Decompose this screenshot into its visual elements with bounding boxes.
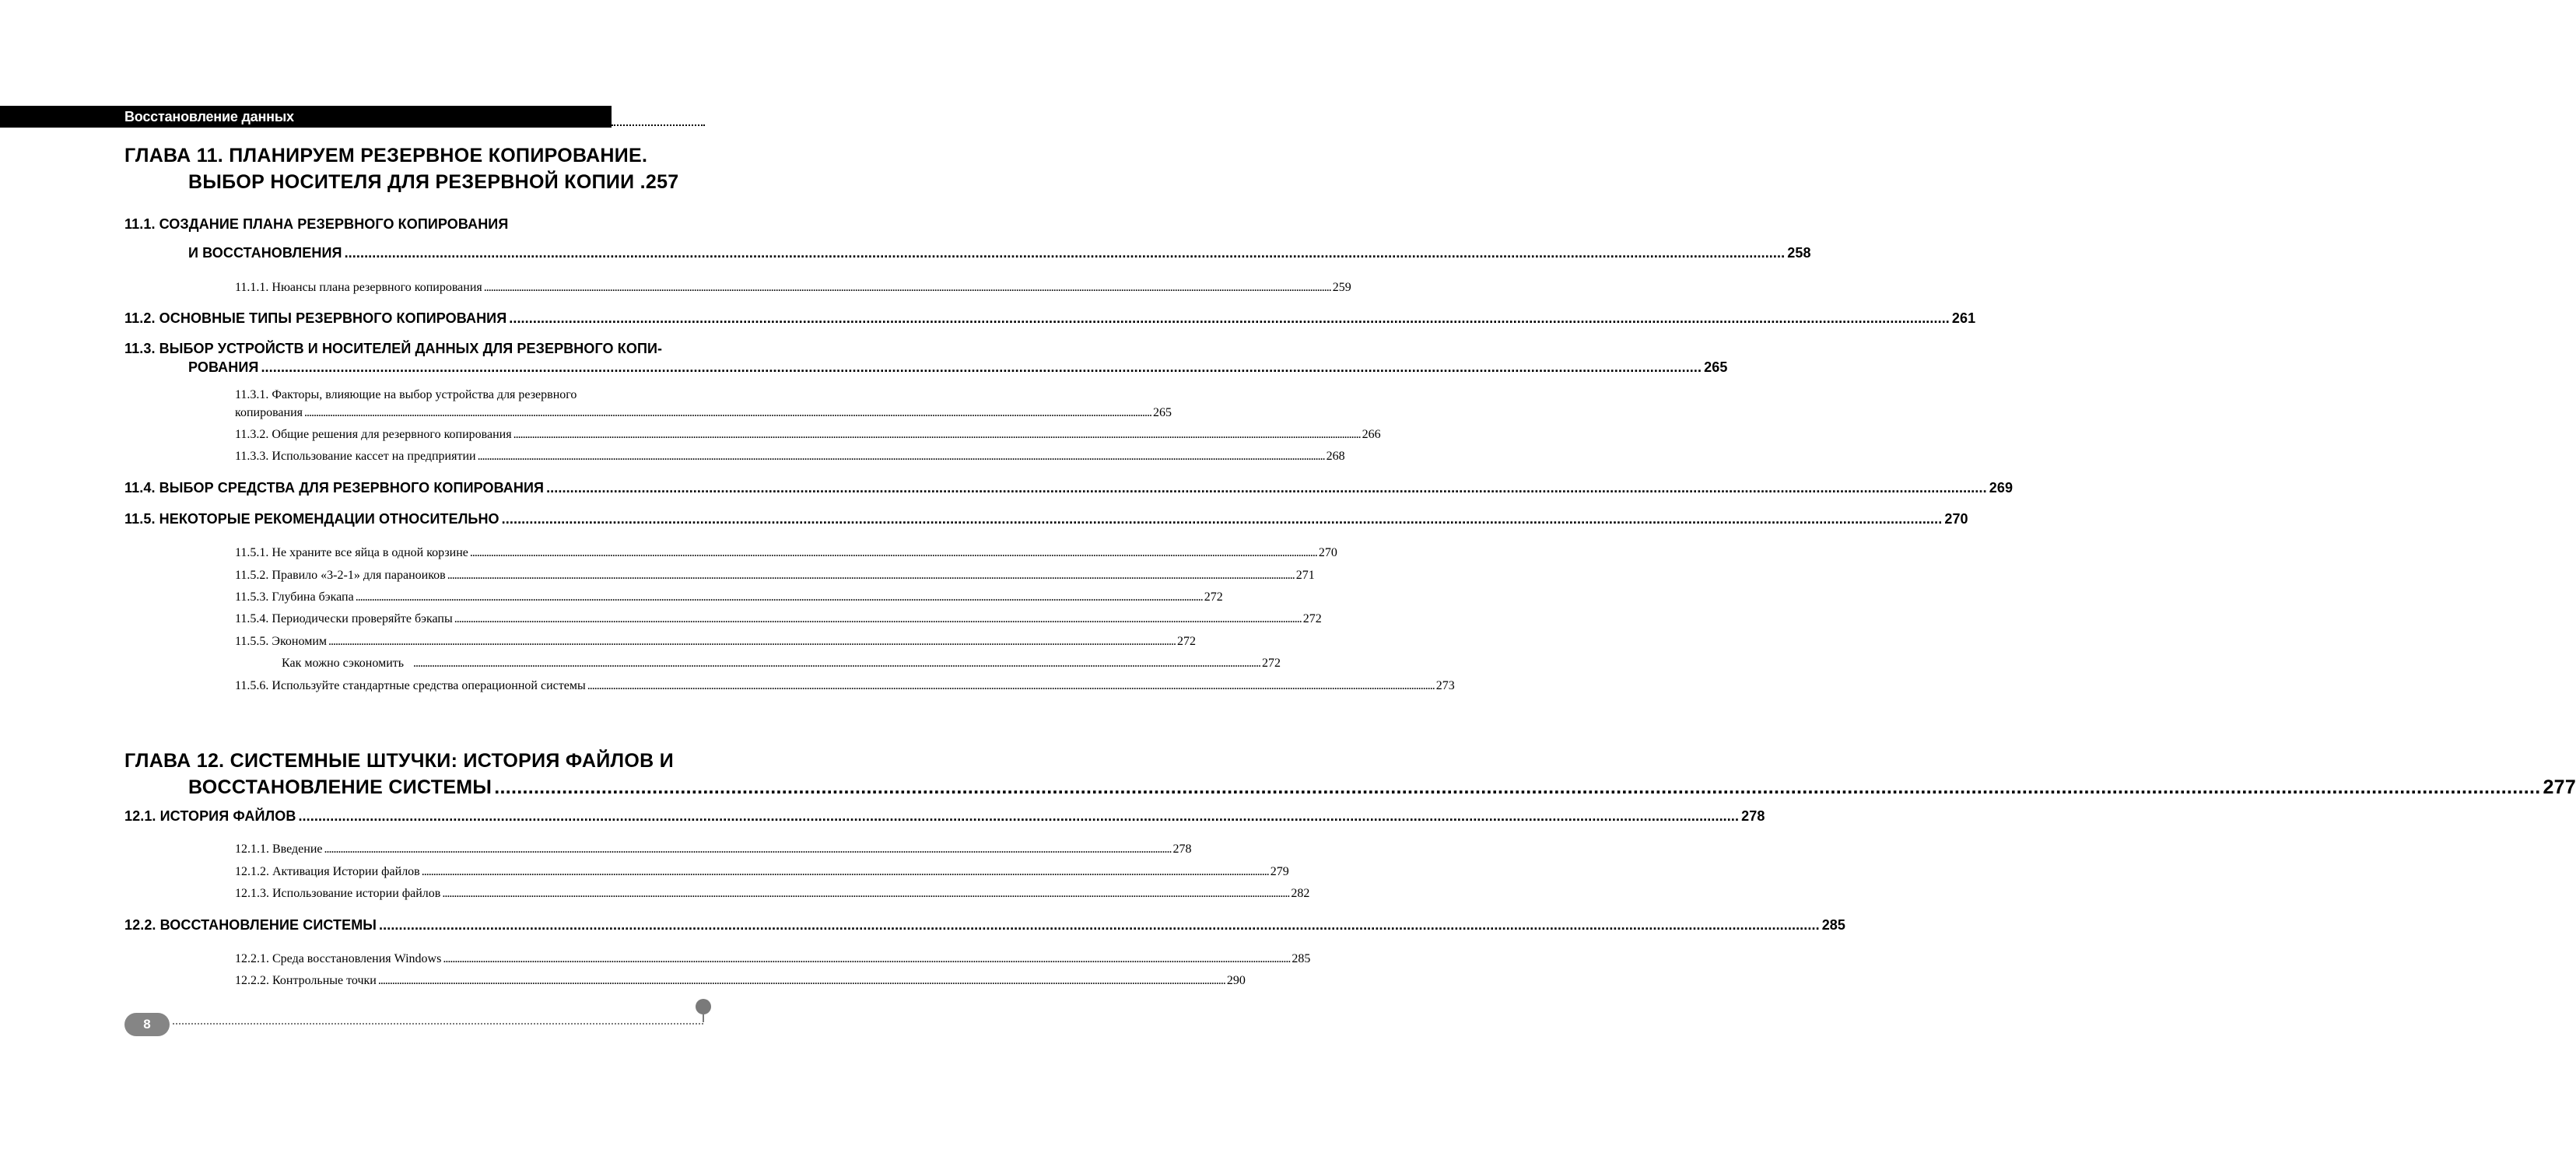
running-header-bar	[0, 106, 612, 128]
toc-section-11-1-cont[interactable]	[124, 245, 1811, 261]
toc-entry-11-3-3[interactable]: 11.3.3. Использование кассет на предприятии ..... 268	[235, 449, 699, 464]
running-header-dotted-rule	[612, 124, 705, 126]
toc-entry-12-2-2[interactable]: 12.2.2. Контрольные точки ..... 290	[235, 973, 699, 989]
running-header-title: Восстановление данных	[124, 109, 294, 124]
toc-section-11-1[interactable]	[124, 216, 700, 233]
chapter-11-line2: ВЫБОР НОСИТЕЛЯ ДЛЯ РЕЗЕРВНОЙ КОПИИ .257	[188, 171, 679, 193]
toc-entry-11-5-5[interactable]: 11.5.5. Экономим ..... 272	[235, 634, 699, 650]
toc-section-11-2[interactable]: 11.2. ОСНОВНЫЕ ТИПЫ РЕЗЕРВНОГО КОПИРОВАНИЯ ..... 261	[124, 310, 700, 327]
toc-entry-12-1-3[interactable]: 12.1.3. Использование истории файлов ..... 282	[235, 886, 699, 902]
chapter-12-line1: ГЛАВА 12. СИСТЕМНЫЕ ШТУЧКИ: ИСТОРИЯ ФАЙЛОВ И	[124, 750, 674, 772]
footer-tick-ornament	[703, 1014, 704, 1022]
page-number-badge: 8	[124, 1013, 170, 1036]
chapter-12-page: 277	[2543, 776, 2576, 798]
chapter-11-page: 257	[645, 171, 679, 193]
footer-dotted-rule	[173, 1023, 703, 1025]
toc-section-12-2[interactable]: 12.2. ВОССТАНОВЛЕНИЕ СИСТЕМЫ ..... 285	[124, 917, 700, 934]
footer-circle-ornament	[696, 999, 711, 1014]
toc-section-11-3[interactable]: 11.3. ВЫБОР УСТРОЙСТВ И НОСИТЕЛЕЙ ДАННЫХ ДЛЯ РЕЗЕРВНОГО КОПИ-	[124, 341, 663, 356]
section-11-1-line2: И ВОССТАНОВЛЕНИЯ..... 258	[124, 245, 700, 261]
toc-entry-12-1-1[interactable]: 12.1.1. Введение ..... 278	[235, 842, 699, 857]
toc-chapter-11[interactable]	[124, 142, 700, 195]
toc-section-12-1[interactable]: 12.1. ИСТОРИЯ ФАЙЛОВ ..... 278	[124, 808, 700, 825]
toc-entry-11-5-2[interactable]: 11.5.2. Правило «3-2-1» для параноиков ..... 271	[235, 568, 699, 583]
toc-entry-11-3-1-cont[interactable]: копирования ..... 265	[235, 405, 699, 421]
section-11-1-line1: 11.1. СОЗДАНИЕ ПЛАНА РЕЗЕРВНОГО КОПИРОВАНИЯ	[124, 216, 509, 232]
toc-entry-11-3-2[interactable]: 11.3.2. Общие решения для резервного копирования ..... 266	[235, 427, 699, 443]
toc-entry-11-5-5-sub[interactable]: Как можно сэкономить ..... 272	[282, 656, 699, 671]
toc-entry-11-3-1[interactable]: 11.3.1. Факторы, влияющие на выбор устройства для резервного	[235, 388, 577, 401]
section-11-1-page: 258	[1787, 245, 1811, 261]
toc-entry-11-5-6[interactable]: 11.5.6. Используйте стандартные средства операционной системы ..... 273	[235, 678, 699, 694]
toc-section-11-3-cont[interactable]: РОВАНИЯ..... 265	[124, 359, 700, 376]
toc-chapter-12[interactable]	[124, 748, 2576, 800]
toc-section-11-5[interactable]: 11.5. НЕКОТОРЫЕ РЕКОМЕНДАЦИИ ОТНОСИТЕЛЬНО ..... 270	[124, 511, 700, 527]
chapter-11-line1: ГЛАВА 11. ПЛАНИРУЕМ РЕЗЕРВНОЕ КОПИРОВАНИЕ.	[124, 145, 648, 166]
toc-section-11-4[interactable]: 11.4. ВЫБОР СРЕДСТВА ДЛЯ РЕЗЕРВНОГО КОПИРОВАНИЯ ..... 269	[124, 480, 700, 496]
toc-entry-11-5-4[interactable]: 11.5.4. Периодически проверяйте бэкапы ..... 272	[235, 611, 699, 627]
toc-entry-12-1-2[interactable]: 12.1.2. Активация Истории файлов ..... 279	[235, 864, 699, 880]
toc-entry-11-5-1[interactable]: 11.5.1. Не храните все яйца в одной корзине ..... 270	[235, 545, 699, 561]
chapter-12-line2: ВОССТАНОВЛЕНИЕ СИСТЕМЫ..... 277	[124, 774, 700, 800]
toc-entry-11-5-3[interactable]: 11.5.3. Глубина бэкапа ..... 272	[235, 590, 699, 605]
toc-entry-11-1-1[interactable]: 11.1.1. Нюансы плана резервного копирования ..... 259	[235, 280, 699, 296]
toc-entry-12-2-1[interactable]: 12.2.1. Среда восстановления Windows ..... 285	[235, 951, 699, 967]
